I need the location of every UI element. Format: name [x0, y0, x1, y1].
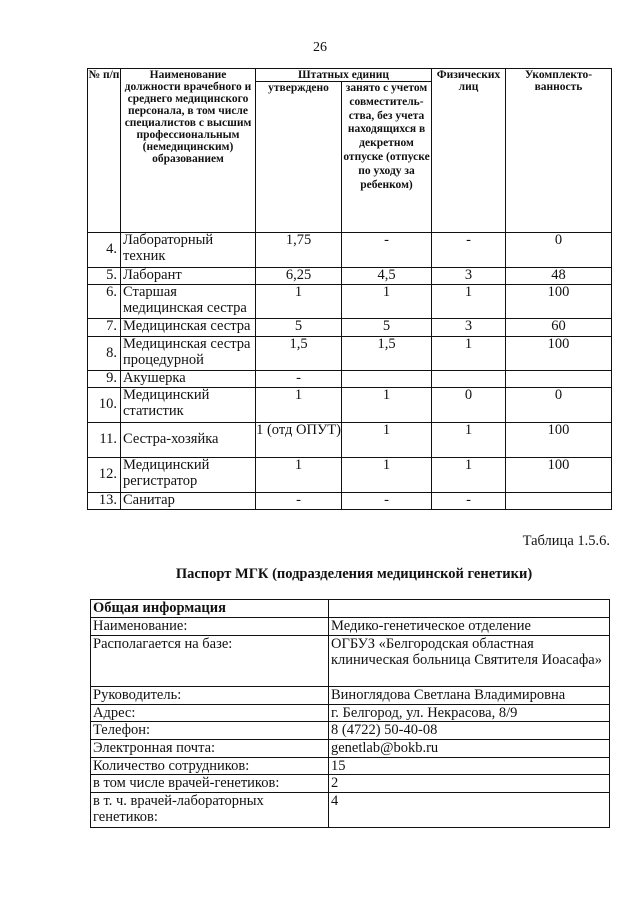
- row-position: Медицинская сестра: [121, 319, 256, 337]
- row-approved: 1: [256, 285, 342, 319]
- passport-label: Наименование:: [91, 618, 329, 636]
- header-no: № п/п: [88, 69, 121, 233]
- row-individuals: 1: [432, 337, 506, 371]
- passport-row: [91, 618, 610, 636]
- row-position: Медицинский статистик: [121, 388, 256, 423]
- row-occupied: 1: [342, 423, 432, 458]
- passport-row: [91, 686, 610, 704]
- table-row: [88, 285, 612, 319]
- row-staffing: 48: [506, 268, 612, 285]
- row-occupied: 5: [342, 319, 432, 337]
- header-staff-units: Штатных единиц: [256, 69, 432, 82]
- header-staffing: Укомплекто-ванность: [506, 69, 612, 233]
- row-individuals: 1: [432, 423, 506, 458]
- row-no: 6.: [88, 285, 121, 319]
- row-individuals: [432, 371, 506, 388]
- row-staffing: 100: [506, 423, 612, 458]
- row-position: Медицинская сестра процедурной: [121, 337, 256, 371]
- passport-label: Располагается на базе:: [91, 635, 329, 686]
- row-no: 7.: [88, 319, 121, 337]
- row-staffing: 60: [506, 319, 612, 337]
- passport-value: 2: [329, 775, 610, 793]
- row-staffing: 100: [506, 458, 612, 493]
- passport-row: [91, 739, 610, 757]
- row-no: 5.: [88, 268, 121, 285]
- table-row: [88, 337, 612, 371]
- header-position-name: Наименование должности врачебного и среднего медицинского персонала, в том числе специалистов с высшим профессиональным (немедицинским) образованием: [121, 69, 256, 233]
- table-row: [88, 458, 612, 493]
- row-approved: -: [256, 493, 342, 510]
- passport-value: genetlab@bokb.ru: [329, 739, 610, 757]
- row-position: Лаборант: [121, 268, 256, 285]
- row-position: Лабораторный техник: [121, 233, 256, 268]
- row-position: Акушерка: [121, 371, 256, 388]
- row-staffing: [506, 493, 612, 510]
- passport-label: Адрес:: [91, 704, 329, 722]
- row-occupied: 1: [342, 285, 432, 319]
- row-approved: 1,75: [256, 233, 342, 268]
- row-individuals: 3: [432, 319, 506, 337]
- passport-header-empty: [329, 600, 610, 618]
- table-row: [88, 371, 612, 388]
- staff-table-header: [88, 69, 612, 82]
- row-position: Старшая медицинская сестра: [121, 285, 256, 319]
- row-no: 4.: [88, 233, 121, 268]
- row-approved: 1: [256, 458, 342, 493]
- row-occupied: 1: [342, 388, 432, 423]
- row-individuals: -: [432, 233, 506, 268]
- row-approved: 1: [256, 388, 342, 423]
- passport-label: в т. ч. врачей-лабораторных генетиков:: [91, 792, 329, 827]
- header-approved: утверждено: [256, 82, 342, 233]
- table-row: [88, 423, 612, 458]
- row-no: 10.: [88, 388, 121, 423]
- row-position: Санитар: [121, 493, 256, 510]
- passport-value: Медико-генетическое отделение: [329, 618, 610, 636]
- row-approved: -: [256, 371, 342, 388]
- row-staffing: 0: [506, 388, 612, 423]
- passport-label: Количество сотрудников:: [91, 757, 329, 775]
- passport-table: [90, 599, 610, 828]
- row-individuals: 1: [432, 285, 506, 319]
- row-staffing: 100: [506, 285, 612, 319]
- row-occupied: -: [342, 493, 432, 510]
- row-position: Медицинский регистратор: [121, 458, 256, 493]
- row-occupied: 1: [342, 458, 432, 493]
- passport-label: в том числе врачей-генетиков:: [91, 775, 329, 793]
- row-individuals: 0: [432, 388, 506, 423]
- section-title: Паспорт МГК (подразделения медицинской генетики): [175, 566, 533, 582]
- row-no: 12.: [88, 458, 121, 493]
- row-staffing: 0: [506, 233, 612, 268]
- passport-label: Руководитель:: [91, 686, 329, 704]
- row-occupied: 4,5: [342, 268, 432, 285]
- passport-row: [91, 757, 610, 775]
- table-row: [88, 388, 612, 423]
- table-row: [88, 493, 612, 510]
- row-position: Сестра-хозяйка: [121, 423, 256, 458]
- row-no: 13.: [88, 493, 121, 510]
- row-no: 8.: [88, 337, 121, 371]
- passport-value: г. Белгород, ул. Некрасова, 8/9: [329, 704, 610, 722]
- passport-label: Электронная почта:: [91, 739, 329, 757]
- passport-row: [91, 722, 610, 740]
- passport-value: 15: [329, 757, 610, 775]
- passport-row: [91, 775, 610, 793]
- row-approved: 1 (отд ОПУТ): [256, 423, 342, 458]
- row-occupied: 1,5: [342, 337, 432, 371]
- table-row: [88, 268, 612, 285]
- header-individuals: Физических лиц: [432, 69, 506, 233]
- table-row: [88, 319, 612, 337]
- passport-value: ОГБУЗ «Белгородская областная клиническая больница Святителя Иоасафа»: [329, 635, 610, 686]
- passport-header-row: [91, 600, 610, 618]
- table-row: [88, 233, 612, 268]
- passport-row: [91, 792, 610, 827]
- row-individuals: 3: [432, 268, 506, 285]
- row-no: 11.: [88, 423, 121, 458]
- row-no: 9.: [88, 371, 121, 388]
- row-approved: 5: [256, 319, 342, 337]
- row-individuals: -: [432, 493, 506, 510]
- staff-table: [87, 68, 612, 510]
- passport-row: [91, 635, 610, 686]
- row-occupied: -: [342, 233, 432, 268]
- row-staffing: [506, 371, 612, 388]
- page-number: 26: [313, 40, 327, 55]
- passport-value: 4: [329, 792, 610, 827]
- row-approved: 6,25: [256, 268, 342, 285]
- row-staffing: 100: [506, 337, 612, 371]
- passport-value: Виноглядова Светлана Владимировна: [329, 686, 610, 704]
- passport-value: 8 (4722) 50-40-08: [329, 722, 610, 740]
- header-occupied: занято с учетом совместитель-ства, без учета находящихся в декретном отпуске (отпуске по уходу за ребенком): [342, 82, 432, 233]
- passport-header: Общая информация: [91, 600, 329, 618]
- row-approved: 1,5: [256, 337, 342, 371]
- row-individuals: 1: [432, 458, 506, 493]
- table-caption: Таблица 1.5.6.: [522, 533, 610, 549]
- row-occupied: [342, 371, 432, 388]
- passport-row: [91, 704, 610, 722]
- passport-label: Телефон:: [91, 722, 329, 740]
